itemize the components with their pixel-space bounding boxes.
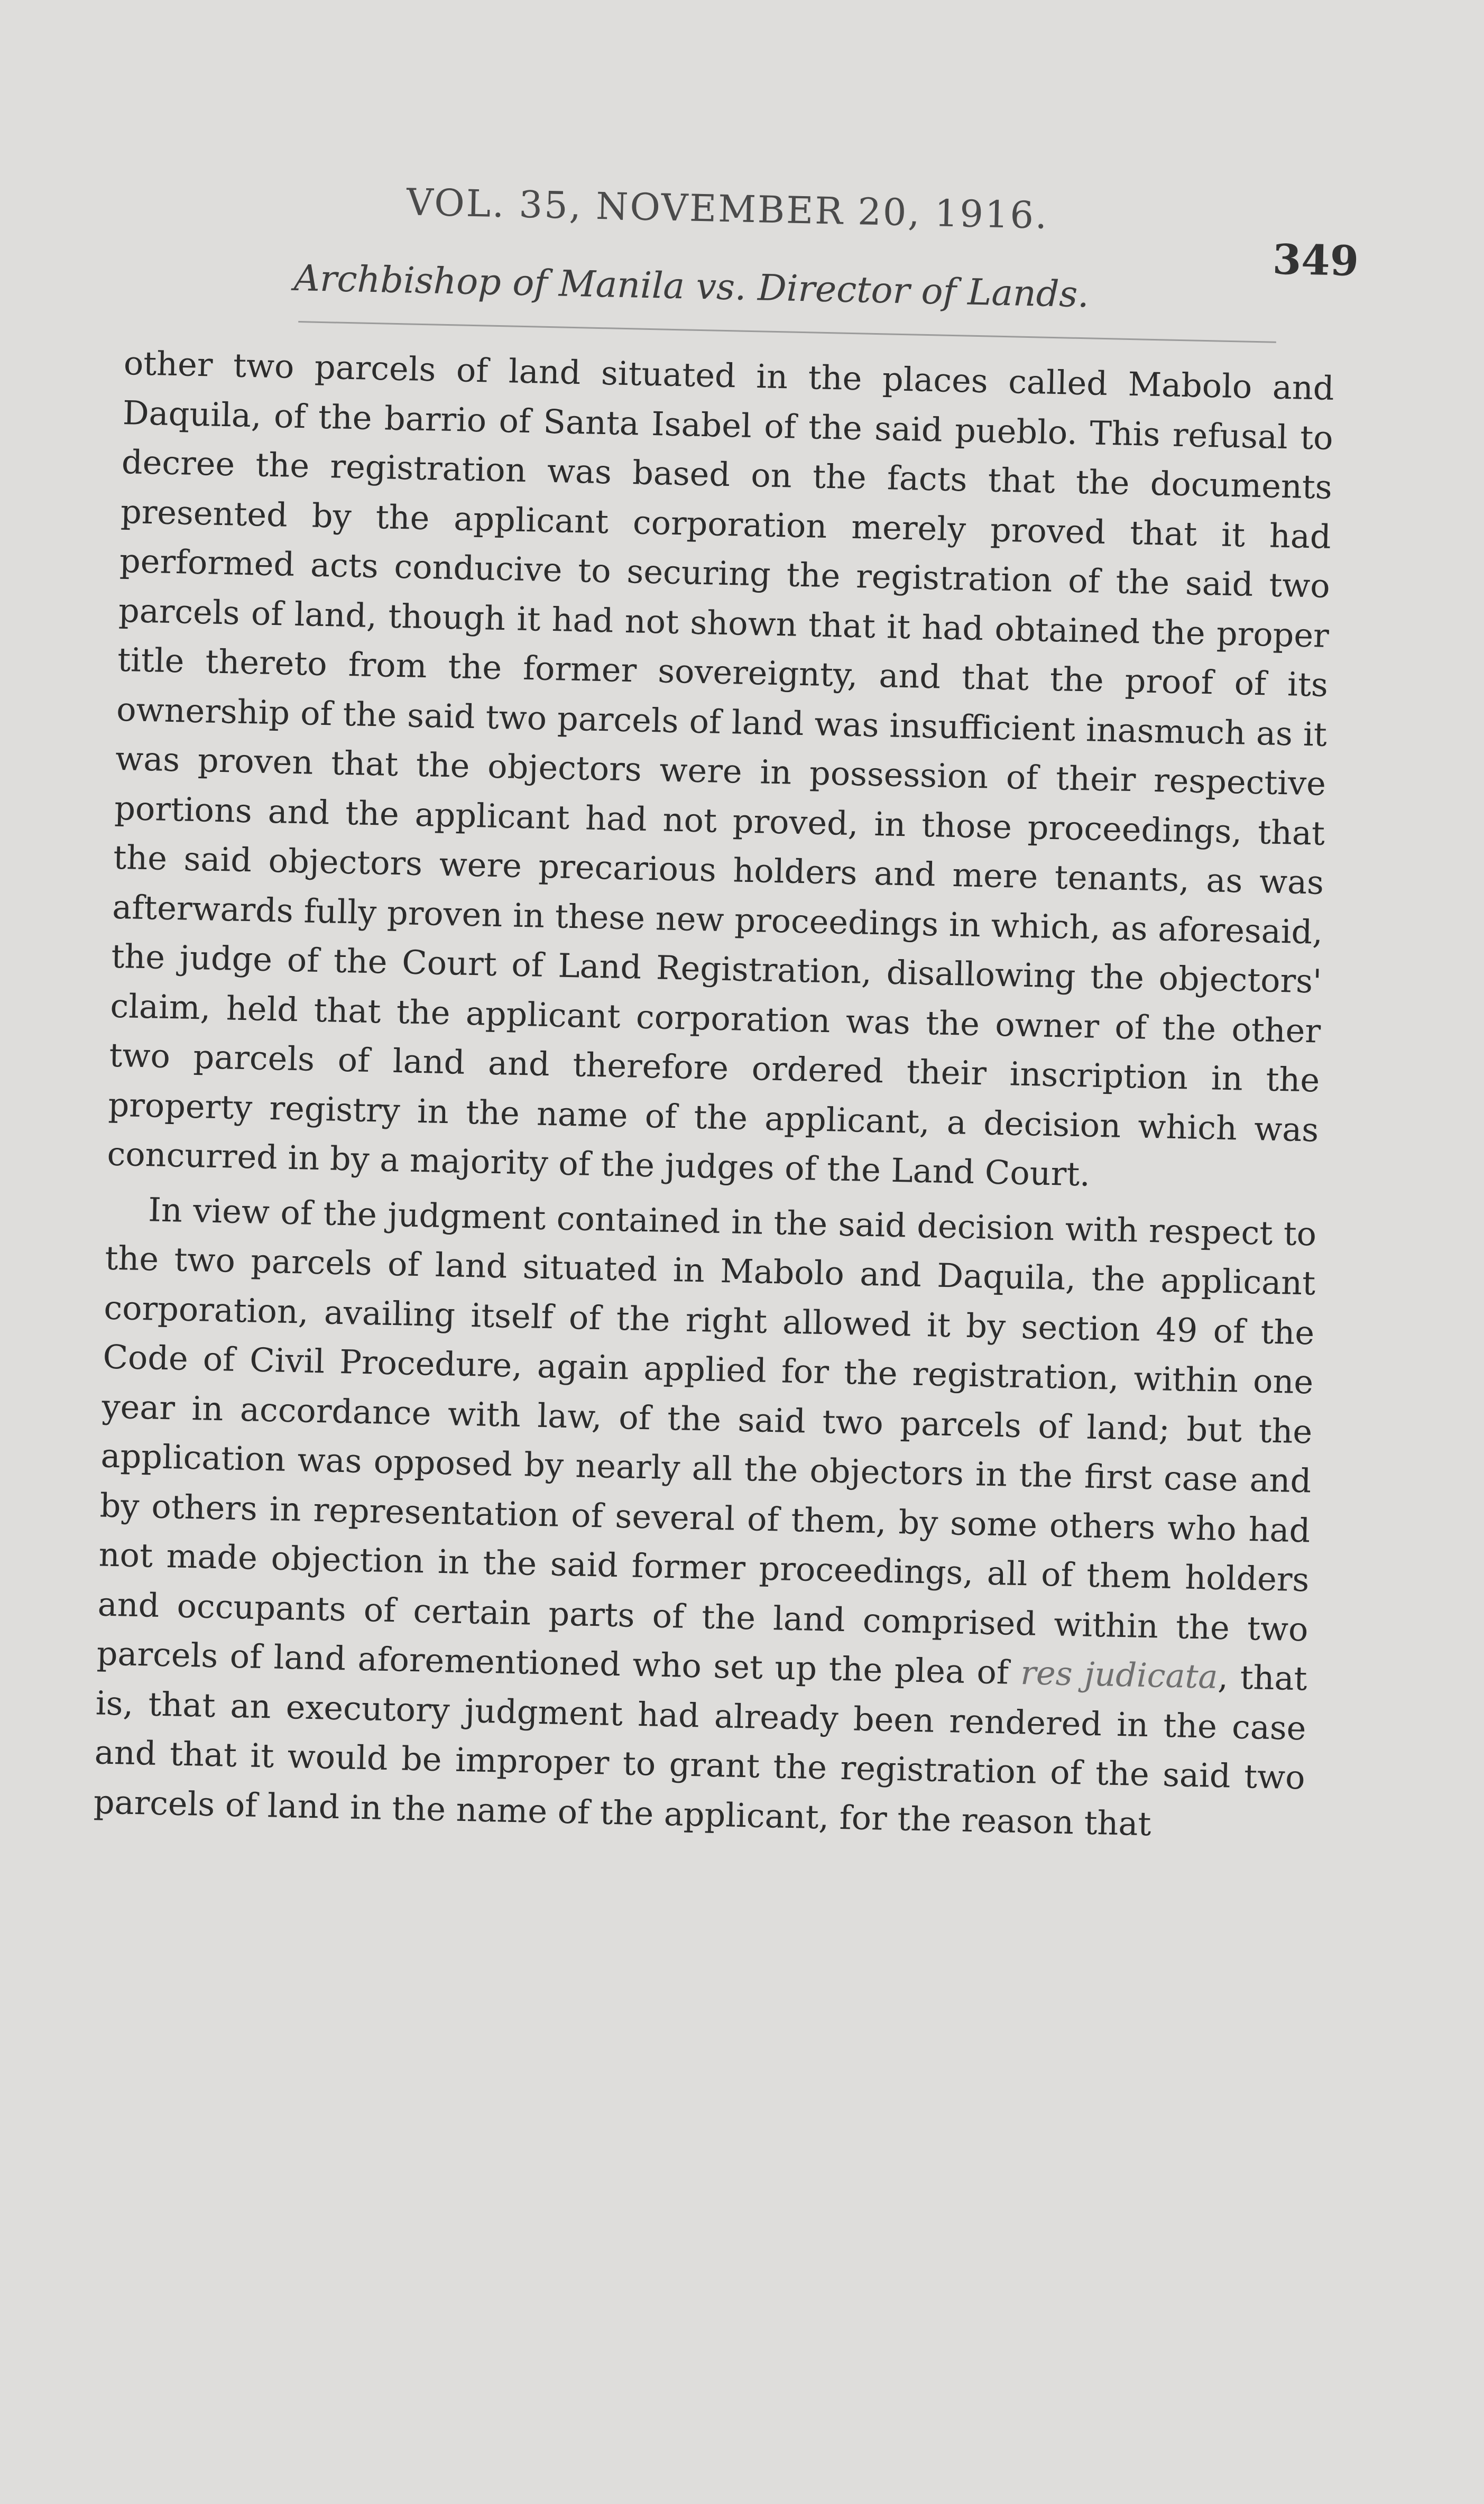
page-number: 349	[1272, 235, 1359, 286]
case-title-petitioner: Archbishop of Manila	[293, 257, 685, 308]
latin-term-res-judicata: res judicata	[1020, 1653, 1219, 1696]
paragraph-2-text-after: , that is, that an executory judgment had already been rendered in the case and that it would be improper to grant the registration of the said two parcels of land in the name of the applicant, for the reason that	[93, 1657, 1308, 1843]
case-title-respondent: Director of Lands.	[757, 267, 1090, 316]
header-rule	[298, 321, 1276, 343]
paragraph-2	[93, 1184, 1317, 1852]
paragraph-1: other two parcels of land situated in the places called Mabolo and Daquila, of the barrio of Santa Isabel of the said pueblo. This refusal to decree the registration was based on the facts that the documents presented by the applicant corporation merely proved that it had performed acts conducive to securing the registration of the said two parcels of land, though it had not shown that it had obtained the proper title thereto from the former sovereignty, and that the proof of its ownership of the said two parcels of land was insufficient inasmuch as it was proven that the objectors were in possession of their respective portions and the applicant had not proved, in those proceedings, that the said objectors were precarious holders and mere tenants, as was afterwards fully proven in these new proceedings in which, as aforesaid, the judge of the Court of Land Registration, disallowing the objectors' claim, held that the applicant corporation was the owner of the other two parcels of land and therefore ordered their inscription in the property registry in the name of the applicant, a decision which was concurred in by a majority of the judges of the Land Court.	[106, 343, 1335, 1194]
case-title-versus: vs.	[684, 265, 759, 309]
page-header	[118, 174, 1359, 359]
paragraph-2-text-before: In view of the judgment contained in the said decision with respect to the two parcels of land situated in Mabolo and Daquila, the applicant corporation, availing itself of the right allowed it by section 49 of the Code of Civil Procedure, again applied for the registration, within one year in accordance with law, of the said two parcels of land; but the application was opposed by nearly all the objectors in the first case and by others in representation of several of them, by some others who had not made objection in the said former proceedings, all of them holders and occupants of certain parts of the land comprised within the two parcels of land aforementioned who set up the plea of	[96, 1190, 1317, 1692]
body-text	[93, 338, 1334, 1852]
running-head: VOL. 35, NOVEMBER 20, 1916.	[406, 180, 1049, 237]
case-title	[293, 257, 1090, 316]
